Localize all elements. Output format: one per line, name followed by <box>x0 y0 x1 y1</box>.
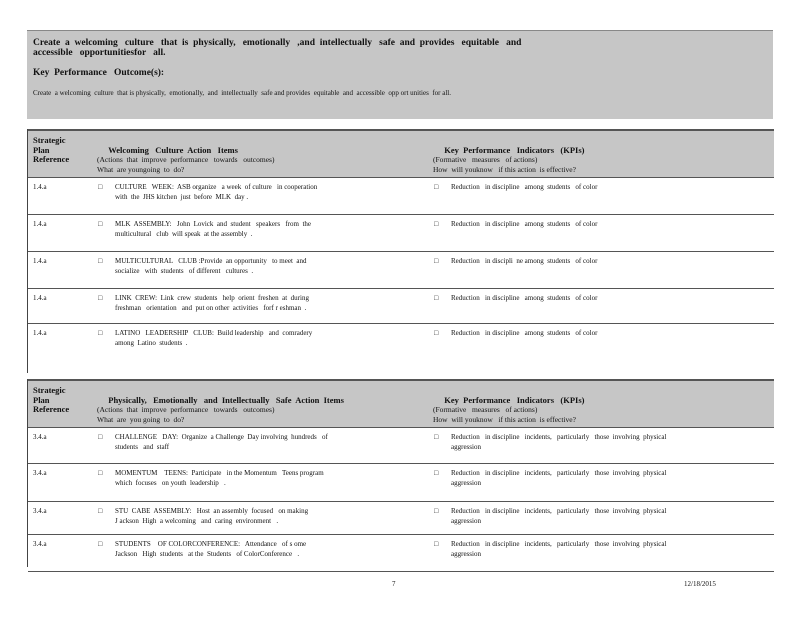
page-number: 7 <box>392 580 396 588</box>
reference-cell: 1.4.a <box>33 257 47 265</box>
goal-line-1: Create a welcoming culture that is physically, emotionally ,and intellectually safe and provides equitable and <box>33 38 522 48</box>
kpi-cell: Reduction in discipli ne among students of color <box>451 257 598 265</box>
table-row <box>28 428 774 464</box>
reference-cell: 3.4.a <box>33 433 47 441</box>
kpi-cell: Reduction in discipline among students of color <box>451 329 598 337</box>
checkbox-bullet-icon: □ <box>434 540 439 548</box>
safe-action-table <box>27 379 774 567</box>
kpi-cell: Reduction in discipline incidents, particularly those involving physical aggression <box>451 469 667 487</box>
kpo-text: Create a welcoming culture that is physically, emotionally, and intellectually safe and provides equitable and accessible opp ort unities for all. <box>33 89 451 97</box>
table-header <box>28 129 774 178</box>
action-items-header: Welcoming Culture Action Items (Actions that improve performance towards outcomes) What are youngoing to do? <box>97 144 275 174</box>
checkbox-bullet-icon: □ <box>434 257 439 265</box>
goal-line-2: accessible opportunitiesfor all. <box>33 48 166 58</box>
action-item-cell: LATINO LEADERSHIP CLUB: Build leadership and comradery among Latino students . <box>115 329 313 347</box>
table-row <box>28 252 774 289</box>
checkbox-bullet-icon: □ <box>98 294 103 302</box>
table-row <box>28 464 774 502</box>
checkbox-bullet-icon: □ <box>98 220 103 228</box>
kpi-cell: Reduction in discipline among students of color <box>451 220 598 228</box>
action-item-cell: LINK CREW: Link crew students help orient freshen at during freshman orientation and put on other activities forf r eshman . <box>115 294 309 312</box>
reference-cell: 1.4.a <box>33 329 47 337</box>
action-item-cell: CHALLENGE DAY: Organize a Challenge Day involving hundreds of students and staff <box>115 433 328 451</box>
action-item-cell: STUDENTS OF COLORCONFERENCE: Attendance of s ome Jackson High students at the Students of ColorConference . <box>115 540 307 558</box>
table-header <box>28 379 774 428</box>
checkbox-bullet-icon: □ <box>434 294 439 302</box>
goal-header <box>27 30 773 119</box>
checkbox-bullet-icon: □ <box>434 507 439 515</box>
reference-cell: 1.4.a <box>33 183 47 191</box>
reference-cell: 1.4.a <box>33 220 47 228</box>
table-row <box>28 289 774 324</box>
checkbox-bullet-icon: □ <box>98 183 103 191</box>
kpi-cell: Reduction in discipline incidents, particularly those involving physical aggression <box>451 433 667 451</box>
kpi-cell: Reduction in discipline incidents, particularly those involving physical aggression <box>451 540 667 558</box>
kpi-cell: Reduction in discipline incidents, particularly those involving physical aggression <box>451 507 667 525</box>
strategic-plan-header: Strategic Plan Reference <box>33 135 70 164</box>
kpi-cell: Reduction in discipline among students of color <box>451 294 598 302</box>
strategic-plan-header: Strategic Plan Reference <box>33 385 70 414</box>
table-row <box>28 502 774 535</box>
checkbox-bullet-icon: □ <box>98 540 103 548</box>
table-row <box>28 535 774 572</box>
reference-cell: 3.4.a <box>33 469 47 477</box>
reference-cell: 1.4.a <box>33 294 47 302</box>
checkbox-bullet-icon: □ <box>98 329 103 337</box>
action-items-header: Physically, Emotionally and Intellectually Safe Action Items (Actions that improve performance towards outcomes) What are you going to do? <box>97 394 344 424</box>
action-item-cell: CULTURE WEEK: ASB organize a week of culture in cooperation with the JHS kitchen just before MLK day . <box>115 183 318 201</box>
kpi-cell: Reduction in discipline among students of color <box>451 183 598 191</box>
reference-cell: 3.4.a <box>33 507 47 515</box>
welcoming-culture-table <box>27 129 774 373</box>
table-row <box>28 215 774 252</box>
reference-cell: 3.4.a <box>33 540 47 548</box>
kpi-header: Key Performance Indicators (KPIs) (Formative measures of actions) How will youknow if this action is effective? <box>433 144 585 174</box>
action-item-cell: MULTICULTURAL CLUB :Provide an opportunity to meet and socialize with students of different cultures . <box>115 257 307 275</box>
checkbox-bullet-icon: □ <box>98 507 103 515</box>
footer-date: 12/18/2015 <box>684 580 716 588</box>
checkbox-bullet-icon: □ <box>434 220 439 228</box>
kpo-label: Key Performance Outcome(s): <box>33 68 165 78</box>
table-row <box>28 324 774 364</box>
checkbox-bullet-icon: □ <box>98 257 103 265</box>
checkbox-bullet-icon: □ <box>434 469 439 477</box>
action-item-cell: STU CABE ASSEMBLY: Host an assembly focused on making J ackson High a welcoming and caring environment . <box>115 507 309 525</box>
table-row <box>28 178 774 215</box>
checkbox-bullet-icon: □ <box>434 433 439 441</box>
kpi-header: Key Performance Indicators (KPIs) (Formative measures of actions) How will youknow if this action is effective? <box>433 394 585 424</box>
action-item-cell: MOMENTUM TEENS: Participate in the Momentum Teens program which focuses on youth leadership . <box>115 469 324 487</box>
checkbox-bullet-icon: □ <box>434 329 439 337</box>
checkbox-bullet-icon: □ <box>434 183 439 191</box>
action-item-cell: MLK ASSEMBLY: John Lovick and student speakers from the multicultural club will speak at the assembly . <box>115 220 311 238</box>
checkbox-bullet-icon: □ <box>98 433 103 441</box>
checkbox-bullet-icon: □ <box>98 469 103 477</box>
